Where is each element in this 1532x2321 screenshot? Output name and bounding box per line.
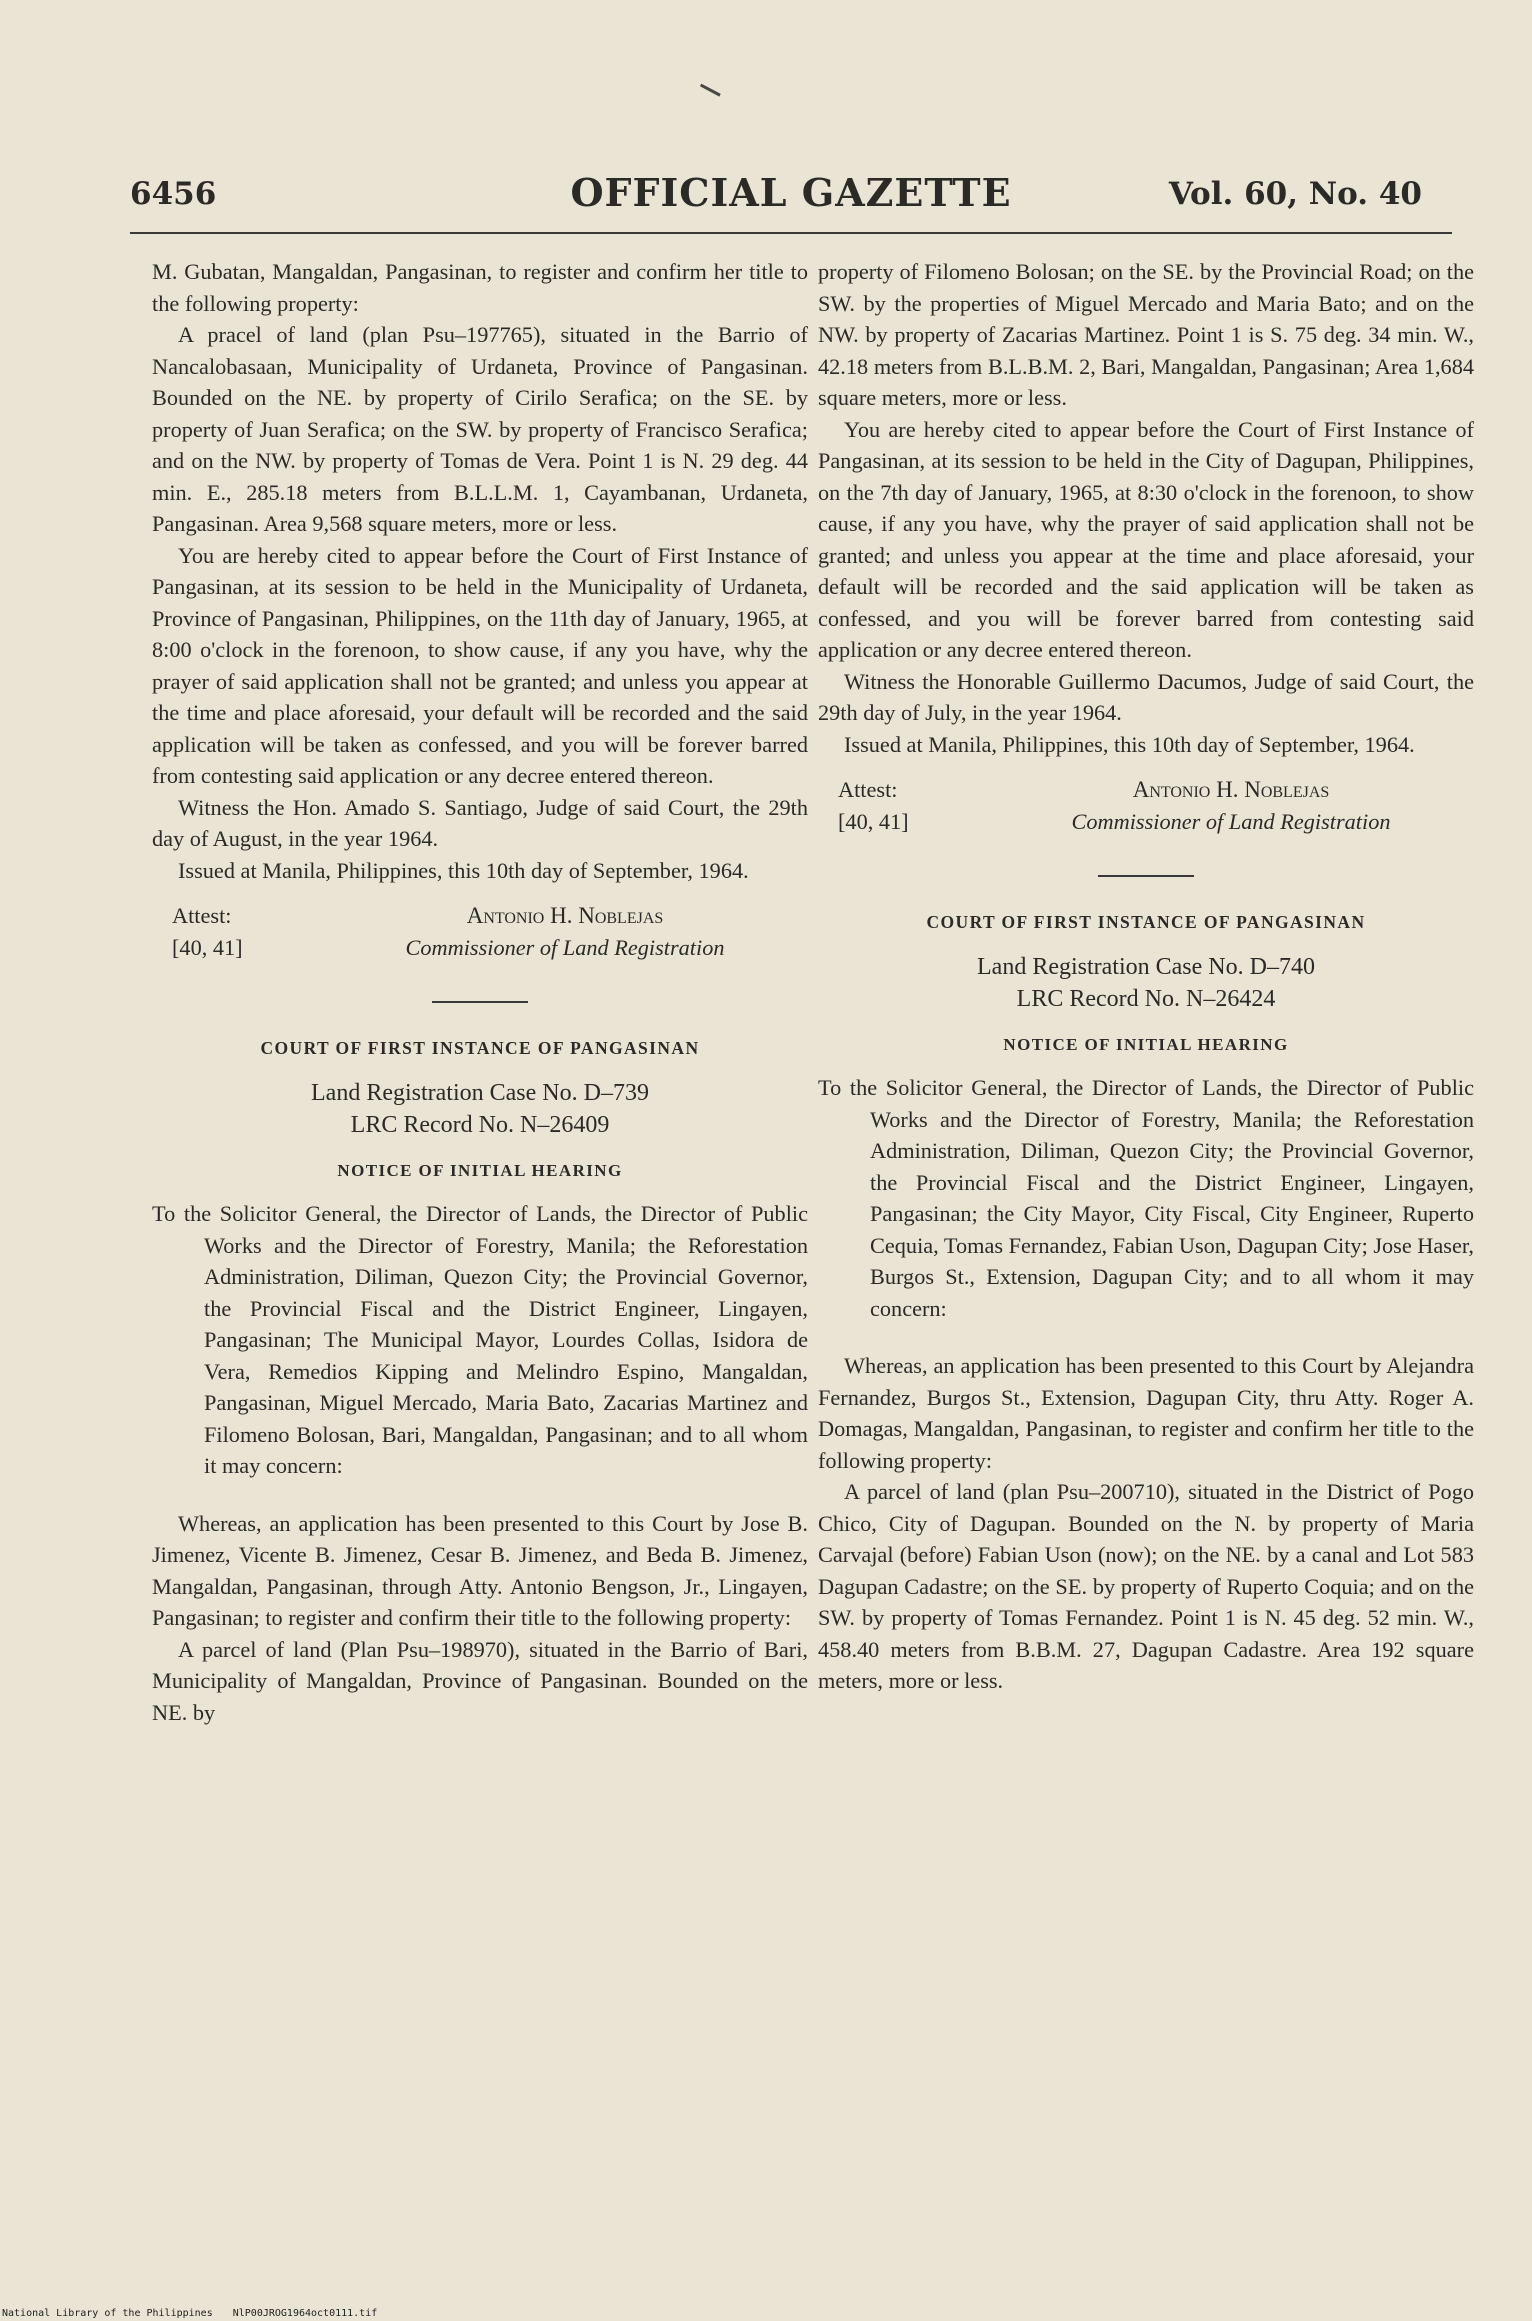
page-number: 6456	[130, 176, 217, 212]
paragraph: Witness the Hon. Amado S. Santiago, Judge of said Court, the 29th day of August, in the year 1964.	[152, 794, 808, 851]
record-number: LRC Record No. N–26409	[350, 1111, 610, 1138]
paragraph: Whereas, an application has been presented to this Court by Jose B. Jimenez, Vicente B. Jimenez, Cesar B. Jimenez, and Beda B. Jimenez, Mangaldan, Pangasinan, through Atty. Antonio Bengson, Jr., Lingayen, Pangasinan; to register and confirm their title to the following property:	[152, 1510, 808, 1630]
paragraph: Whereas, an application has been presented to this Court by Alejandra Fernandez, Burgos St., Extension, Dagupan City, thru Atty. Roger A. Domagas, Mangaldan, Pangasinan, to register and confirm her title to the following property:	[818, 1353, 1474, 1473]
paragraph: A parcel of land (plan Psu–200710), situated in the District of Pogo Chico, City of Dagupan. Bounded on the N. by property of Maria Carvajal (before) Fabian Uson (now); on the NE. by a canal and Lot 583 Dagupan Cadastre; on the SE. by property of Ruperto Coquia; and on the SW. by property of Tomas Fernandez. Point 1 is N. 45 deg. 52 min. W., 458.40 meters from B.B.M. 27, Dagupan Cadastre. Area 192 square meters, more or less.	[818, 1479, 1474, 1693]
paragraph: Issued at Manila, Philippines, this 10th day of September, 1964.	[844, 731, 1415, 757]
footer-file: NlP00JROG1964oct0111.tif	[232, 2308, 378, 2319]
attest-ref: [40, 41]	[172, 934, 243, 960]
case-number: Land Registration Case No. D–740	[977, 953, 1315, 980]
attest-block	[818, 774, 1474, 837]
footer-source: National Library of the Philippines	[2, 2308, 213, 2319]
left-column	[152, 256, 808, 1728]
notice-heading: NOTICE OF INITIAL HEARING	[1003, 1034, 1289, 1054]
addressees: To the Solicitor General, the Director of Lands, the Director of Public Works and the Director of Forestry, Manila; the Reforestation Administration, Diliman, Quezon City; the Provincial Governor, the Provincial Fiscal and the District Engineer, Lingayen, Pangasinan; the City Mayor, City Fiscal, City Engineer, Ruperto Cequia, Tomas Fernandez, Fabian Uson, Dagupan City; Jose Haser, Burgos St., Extension, Dagupan City; and to all whom it may concern:	[818, 1075, 1474, 1321]
attest-block	[152, 900, 808, 963]
court-heading: COURT OF FIRST INSTANCE OF PANGASINAN	[260, 1038, 700, 1058]
section-divider	[1098, 875, 1194, 877]
paragraph: Witness the Honorable Guillermo Dacumos, Judge of said Court, the 29th day of July, in the year 1964.	[818, 668, 1474, 725]
attest-role: Commissioner of Land Registration	[1071, 808, 1391, 834]
paragraph: You are hereby cited to appear before the Court of First Instance of Pangasinan, at its session to be held in the City of Dagupan, Philippines, on the 7th day of January, 1965, at 8:30 o'clock in the forenoon, to show cause, if any you have, why the prayer of said application shall not be granted; and unless you appear at the time and place aforesaid, your default will be recorded and the said application will be taken as confessed, and you will be forever barred from contesting said application or any decree entered thereon.	[818, 416, 1474, 662]
addressees: To the Solicitor General, the Director of Lands, the Director of Public Works and the Director of Forestry, Manila; the Reforestation Administration, Diliman, Quezon City; the Provincial Governor, the Provincial Fiscal and the District Engineer, Lingayen, Pangasinan; The Municipal Mayor, Lourdes Collas, Isidora de Vera, Remedios Kipping and Melindro Espino, Mangaldan, Pangasinan, Miguel Mercado, Maria Bato, Zacarias Martinez and Filomeno Bolosan, Bari, Mangaldan, Pangasinan; and to all whom it may concern:	[152, 1201, 808, 1478]
paragraph: M. Gubatan, Mangaldan, Pangasinan, to register and confirm her title to the following property:	[152, 259, 808, 316]
case-number: Land Registration Case No. D–739	[311, 1079, 649, 1106]
attest-label: Attest:	[838, 777, 898, 802]
paragraph: You are hereby cited to appear before the Court of First Instance of Pangasinan, at its session to be held in the Municipality of Urdaneta, Province of Pangasinan, Philippines, on the 11th day of January, 1965, at 8:00 o'clock in the forenoon, to show cause, if any you have, why the prayer of said application shall not be granted; and unless you appear at the time and place aforesaid, your default will be recorded and the said application will be taken as confessed, and you will be forever barred from contesting said application or any decree entered thereon.	[152, 542, 808, 788]
volume-number: Vol. 60, No. 40	[1168, 176, 1422, 212]
record-number: LRC Record No. N–26424	[1016, 985, 1276, 1012]
court-heading: COURT OF FIRST INSTANCE OF PANGASINAN	[926, 912, 1366, 932]
paragraph: A pracel of land (plan Psu–197765), situated in the Barrio of Nancalobasaan, Municipality of Urdaneta, Province of Pangasinan. Bounded on the NE. by property of Cirilo Serafica; on the SE. by property of Juan Serafica; on the SW. by property of Francisco Serafica; and on the NW. by property of Tomas de Vera. Point 1 is N. 29 deg. 44 min. E., 285.18 meters from B.L.L.M. 1, Cayambanan, Urdaneta, Pangasinan. Area 9,568 square meters, more or less.	[152, 322, 808, 536]
paragraph: property of Filomeno Bolosan; on the SE. by the Provincial Road; on the SW. by the properties of Miguel Mercado and Maria Bato; and on the NW. by property of Zacarias Martinez. Point 1 is S. 75 deg. 34 min. W., 42.18 meters from B.L.B.M. 2, Bari, Mangaldan, Pangasinan; Area 1,684 square meters, more or less.	[818, 259, 1474, 410]
attest-name: Antonio H. Noblejas	[1132, 777, 1330, 802]
scan-footer	[2, 2308, 391, 2319]
attest-name: Antonio H. Noblejas	[466, 903, 664, 928]
paragraph: Issued at Manila, Philippines, this 10th day of September, 1964.	[178, 857, 749, 883]
publication-title: OFFICIAL GAZETTE	[570, 170, 1012, 215]
attest-label: Attest:	[172, 903, 232, 928]
scan-mark	[695, 84, 721, 106]
page-header	[130, 170, 1452, 230]
right-column	[818, 256, 1474, 1697]
section-divider	[432, 1001, 528, 1003]
attest-role: Commissioner of Land Registration	[405, 934, 725, 960]
header-rule	[130, 232, 1452, 234]
notice-heading: NOTICE OF INITIAL HEARING	[337, 1160, 623, 1180]
paragraph: A parcel of land (Plan Psu–198970), situated in the Barrio of Bari, Municipality of Mangaldan, Province of Pangasinan. Bounded on the NE. by	[152, 1636, 808, 1725]
attest-ref: [40, 41]	[838, 808, 909, 834]
